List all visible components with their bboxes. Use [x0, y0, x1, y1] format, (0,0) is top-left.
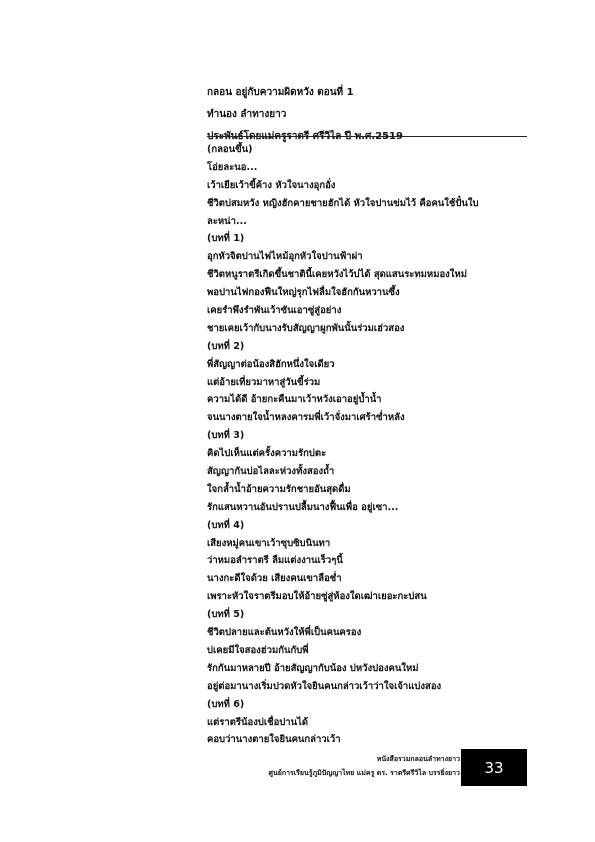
- poem-line: ชีวิตปลายและต้นหวังให้พี่เป็นคนครอง: [207, 627, 362, 639]
- poem-line: ความได้ดี อ้ายกะคืนมาเว้าหวังเอาอยู่บ้ำน้ำ: [207, 394, 382, 406]
- poem-line: นางกะดีใจด้วย เสียงคนเขาลือช่ำ: [207, 573, 342, 585]
- poem-line: ชายเคยเว้ากับนางรับสัญญาผูกพันนั้นร่วมเฮ่วสอง: [207, 322, 405, 334]
- header-divider: [207, 136, 527, 137]
- poem-line: ชีวิตหนูราตรีเกิดขึ้นชาตินี้เคยหวังไว้บ่ได้ สุดแสนระทมหมองใหม่: [207, 269, 467, 281]
- poem-line: สัญญากันบ่อไลละห่วงทั้งสองถ้ำ: [207, 466, 335, 478]
- stanza-heading: (บทที่ 4): [207, 519, 245, 531]
- poem-line: เคยรำพึงรำพันเว้าซันเอาซู่สู่อย่าง: [207, 305, 342, 317]
- poem-line: (กลอนขึ้น): [207, 144, 253, 155]
- poem-line: แต่ราตรีน้องบ่เชื่อปานได้: [207, 716, 309, 728]
- composer-credit: ประพันธ์โดยแม่ครูราตรี ศรีวิไล ปี พ.ศ.2519: [207, 131, 403, 142]
- poem-line: รักกันมาหลายปี อ้ายสัญญากับน้อง บ่หวังปองคนใหม่: [207, 662, 419, 674]
- poem-line: ว่าหมอลำราตรี ลืมแต่งงานเร็วๆนี้: [207, 555, 343, 567]
- poem-line: ละหน่า...: [207, 215, 247, 227]
- poem-line: ใจกล้ำน้ำอ้ายความรักชายอันสุดดื่ม: [207, 483, 351, 495]
- poem-line: เว้าเยียเว้าขี้ค้าง หัวใจนางอุกอั่ง: [207, 179, 336, 191]
- poem-line: รักแสนหวานอันปรานปลื้มนางฟื้นเพื่อ อยู่เซา...: [207, 501, 399, 513]
- stanza-heading: (บทที่ 5): [207, 609, 245, 621]
- poem-title: กลอน อยู่กับความผิดหวัง ตอนที่ 1: [207, 87, 354, 98]
- poem-line: คอบว่านางตายใจยินคนกล่าวเว้า: [207, 734, 341, 746]
- poem-header: [207, 82, 527, 148]
- poem-line: พี่สัญญาต่อน้องสิฮักหนึ่งใจเดียว: [207, 358, 335, 370]
- page-number-box: [461, 749, 527, 786]
- footer-credits: [238, 752, 460, 780]
- poem-line: พอปานไฟกองฟืนใหญ่รุกไฟลื่มใจฮักกันหวานซึ้ง: [207, 287, 400, 299]
- stanza-heading: (บทที่ 6): [207, 698, 245, 710]
- poem-line: เพราะหัวใจราตรีมอบให้อ้ายซู่สู่ห้องใดเฒ่าเยอะกะบ่สน: [207, 591, 427, 603]
- poem-line: โอ่ยละนอ...: [207, 161, 258, 173]
- poem-line: แต่อ้ายเที่ยวมาหาสู่วันขี้ร่วม: [207, 376, 321, 388]
- poem-line: คิดไปเห็นแต่ครั้งความรักบ่ตะ: [207, 448, 327, 460]
- poem-line: จนนางตายใจน้ำหลงคารมพี่เว้าจั่งมาเศร้าซ่ำหลัง: [207, 412, 405, 424]
- stanza-heading: (บทที่ 3): [207, 430, 245, 442]
- stanza-heading: (บทที่ 2): [207, 340, 245, 352]
- stanza-heading: (บทที่ 1): [207, 233, 245, 245]
- poem-line: ชีวิตบ่สมหวัง หญิงฮักคายชายฮักได้ หัวใจปานข่มไว้ คือคนใช้ปั๋นใบ: [207, 197, 479, 209]
- poem-line: เสียงหมู่คนเขาเว้าซุบซิบนินทา: [207, 537, 331, 549]
- melody-label: ทำนอง ลำทางยาว: [207, 109, 287, 120]
- poem-body: [207, 141, 527, 749]
- institution-name: ศูนย์การเรียนรู้ภูมิปัญญาไทย แม่ครู ดร. ราตรีศรีวิไล บรรยิ่งยาว: [268, 769, 460, 777]
- book-title: หนังสือรวมกลอนลำทางยาว: [376, 755, 460, 763]
- poem-line: อยู่ต่อมานางเริ่มปวดหัวใจยินคนกล่าวเว้าว่าใจเจ้าแบ่งสอง: [207, 680, 442, 692]
- page-number: 33: [484, 758, 504, 777]
- poem-line: อุกหัวจิตปานไฟไหม้อุกหัวใจปานฟ้าผ่า: [207, 251, 363, 263]
- poem-line: บ่เคยมีใจสองฮ่วมกันกับพี่: [207, 644, 309, 656]
